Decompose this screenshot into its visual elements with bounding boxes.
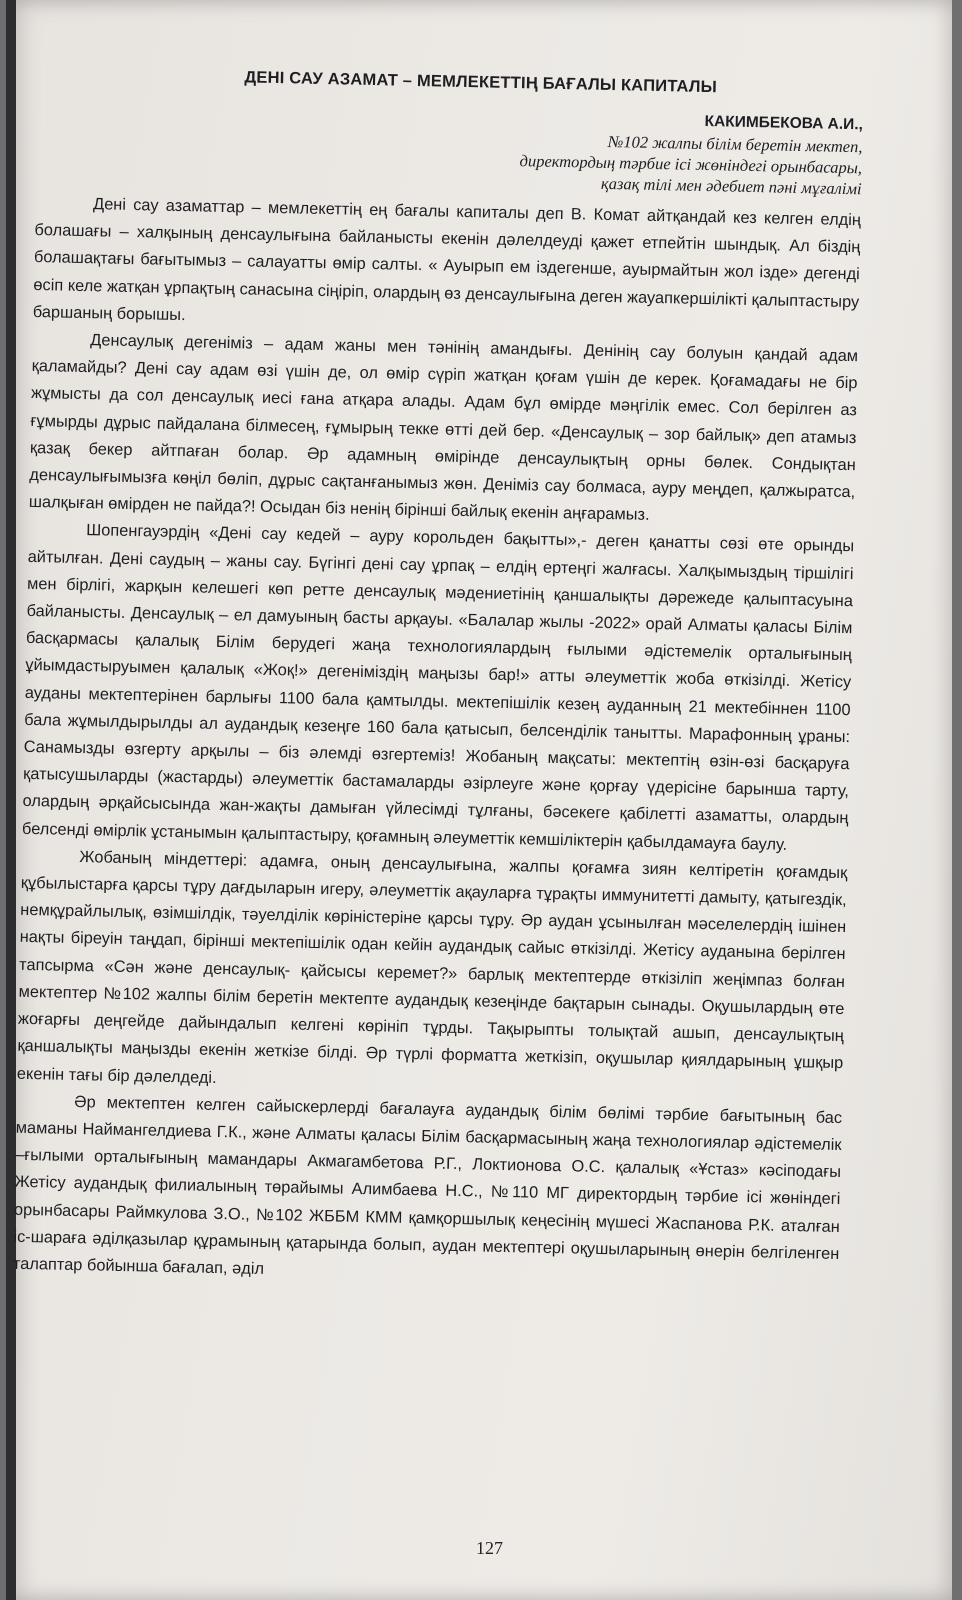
page-binding-edge	[6, 0, 16, 1600]
paragraph: Денсаулық дегеніміз – адам жаны мен тәнінің амандығы. Денінің сау болуын қандай адам қаламайды? Дені сау адам өзі үшін де, ол өмір сүріп жатқан қоғам үшін де керек. Қоғамадағы не бір жұмысты да сол денсаулық иесі ғана атқара алады. Адам бұл өмірде мәңгілік емес. Сол берілген аз ғұмырды дұрыс пайдалана білмесең, ғұмырың текке өтті дей бер. «Денсаулық – зор байлық» деп атамыз қазақ бекер айтпаған болар. Әр адамның өмірінде денсаулықтың орны бөлек. Сондықтан денсаулығымызға көңіл бөліп, дұрыс сақтанғанымыз жөн. Деніміз сау болмаса, ауру меңдеп, қалжыратса, шалқыған өмірден не пайда?! Осыдан біз ненің бірінші байлық екенін аңғарамыз.	[28, 331, 859, 525]
paragraph: Жобаның міндеттері: адамға, оның денсаулығына, жалпы қоғамға зиян келтіретін қоғамдық құбылыстарға қарсы тұру дағдыларын игеру, әлеуметтік ақауларға тұрақты иммунитетті дамыту, қатыгездік, немқұрайлылық, өзімшілдік, тәуелділік көріністеріне қарсы тұру. Әр аудан ұсынылған мәселелердің ішінен нақты біреуін таңдап, бірінші мектепішілік одан кейін аудандық сайыс өткізілді. Жетісу ауданына берілген тапсырма «Сән және денсаулық- қайсысы керемет?» барлық мектептерде өткізіліп жеңімпаз болған мектептер №102 жалпы білім беретін мектепте аудандық кезеңінде бақтарын сынады. Оқушылардың өте жоғарғы деңгейде дайындалып келгені көрініп тұрды. Тақырыпты толықтай ашып, денсаулықтың қаншалықты маңызды екенін жеткізе білді. Әр түрлі форматта жеткізіп, оқушылар қиялдарының ұшқыр екенін тағы бір дәлелдеді.	[16, 847, 848, 1087]
affiliation-line: №102 жалпы білім беретін мектеп,	[607, 131, 863, 157]
book-page	[6, 0, 952, 1600]
paragraph: Дені сау азаматтар – мемлекеттің ең бағалы капиталы деп В. Комат айтқандай кез келген елдің болашағы – халқының денсаулығына байланысты екенін дәлелдеуді қажет етпейтін шындық. Ал біздің болашақтағы бағытымыз – салауатты өмір салты. « Ауырып ем іздегенше, ауырмайтын жол ізде» дегенді өсіп келе жатқан ұрпақтың санасына сіңіріп, олардың өз денсаулығына деген жауапкершілікті қалыптастыру баршаның борышы.	[32, 195, 862, 324]
author-name: КАКИМБЕКОВА А.И.,	[704, 112, 864, 134]
affiliation-line: қазақ тілі мен әдебиет пәні мұғалімі	[600, 173, 862, 199]
paragraph: Шопенгауэрдің «Дені сау кедей – ауру корольден бақытты»,- деген қанатты сөзі өте орынды айтылған. Дені саудың – жаны сау. Бүгінгі дені сау ұрпақ – елдің ертеңгі жалғасы. Халқымыздың тіршілігі мен бірлігі, жарқын келешегі көп ретте денсаулық мәдениетінің қаншалықты дәрежеде қалыптасуына байланысты. Денсаулық – ел дамуының басты арқауы. «Балалар жылы -2022» орай Алматы қаласы Білім басқармасы қалалық Білім берудегі жаңа технологиялардың ғылыми әдістемелік орталығының ұйымдастыруымен қалалық «Жоқ!» дегеніміздің маңызы бар!» атты әлеуметтік жоба өткізілді. Жетісу ауданы мектептерінен барлығы 1100 бала қамтылды. мектепішілік кезең ауданның 21 мектебіннен 1100 бала жұмылдырылды ал аудандық кезеңге 160 бала қатысып, белсенділік танытты. Марафонның ұраны: Санамызды өзгерту арқылы – біз әлемді өзгертеміз! Жобаның мақсаты: мектептің өзін-өзі басқаруға қатысушыларды (жастарды) әлеуметтік бастамаларды әзірлеуге және қорғау үдерісіне барынша тарту, олардың әрқайсысында жан-жақты дамыған үйлесімді тұлғаны, бәсекеге қабілетті азаматты, олардың белсенді өмірлік ұстанымын қалыптастыру, қоғамның әлеуметтік кемшіліктерін қабылдамауға баулу.	[21, 521, 855, 854]
article-title: ДЕНІ САУ АЗАМАТ – МЕМЛЕКЕТТІҢ БАҒАЛЫ КАПИТАЛЫ	[244, 68, 718, 97]
affiliation-line: директордың тәрбие ісі жөніндегі орынбасары,	[519, 151, 863, 178]
article-body	[13, 64, 864, 1295]
paragraph: Әр мектептен келген сайыскерлерді бағалауға аудандық білім бөлімі тәрбие бағытының бас маманы Наймангелдиева Г.К., және Алматы қаласы Білім басқармасының жаңа технологиялар әдістемелік –ғылыми орталығының мамандары Акмагамбетова Р.Г., Локтионова О.С. қалалық «Ұстаз» кәсіподағы Жетісу аудандық филиалының төрайымы Алимбаева Н.С., №110 МГ директордың тәрбие ісі жөніндегі орынбасары Раймкулова З.О., №102 ЖББМ КММ қамқоршылық кеңесінің мүшесі Жаспанова Р.К. аталған іс-шараға әділқазылар құрамының қатарында болып, аудан мектептері оқушыларының өнерін белгіленген талаптар бойынша бағалап, әділ	[12, 1092, 843, 1278]
page-number: 127	[476, 1538, 503, 1558]
